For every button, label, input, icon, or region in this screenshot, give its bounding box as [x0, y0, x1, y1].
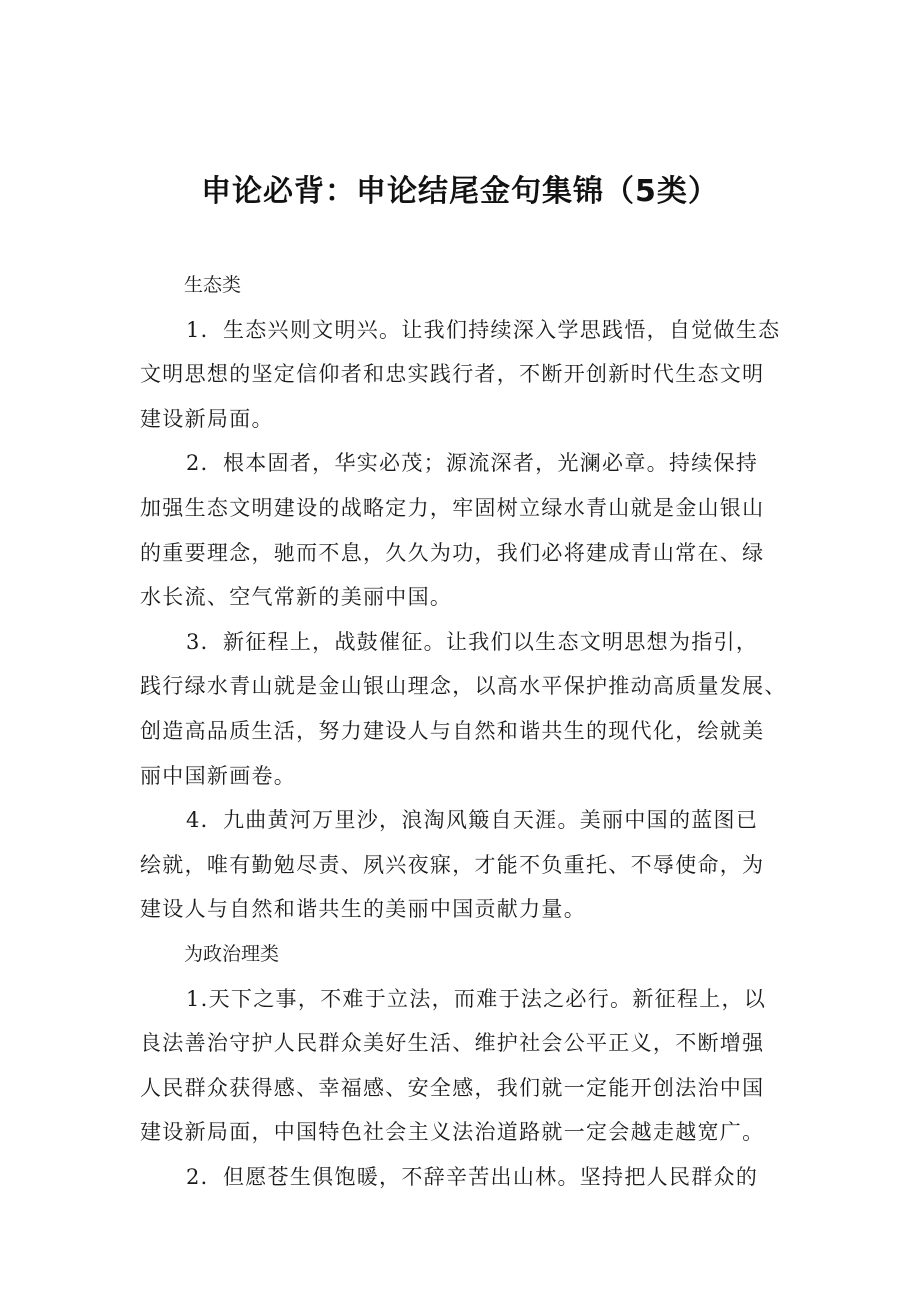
paragraph-line: 建设人与自然和谐共生的美丽中国贡献力量。 [140, 897, 586, 922]
paragraph-line: 2．根本固者，华实必茂；源流深者，光澜必章。持续保持 [186, 451, 759, 476]
paragraph-line: 创造高品质生活，努力建设人与自然和谐共生的现代化，绘就美 [140, 718, 765, 743]
paragraph-line: 的重要理念，驰而不息，久久为功，我们必将建成青山常在、绿 [140, 540, 765, 565]
paragraph-line: 加强生态文明建设的战略定力，牢固树立绿水青山就是金山银山 [140, 495, 765, 520]
paragraph-line: 4．九曲黄河万里沙，浪淘风簸自天涯。美丽中国的蓝图已 [186, 808, 759, 833]
paragraph [140, 798, 812, 932]
paragraph-line: 3．新征程上，战鼓催征。让我们以生态文明思想为指引， [186, 629, 759, 654]
paragraph-line: 绘就，唯有勤勉尽责、夙兴夜寐，才能不负重托、不辱使命，为 [140, 852, 765, 877]
paragraph [140, 308, 812, 442]
paragraph-line: 建设新局面，中国特色社会主义法治道路就一定会越走越宽广。 [140, 1120, 765, 1145]
paragraph-line: 1．生态兴则文明兴。让我们持续深入学思践悟，自觉做生态 [186, 317, 781, 342]
paragraph [140, 977, 812, 1155]
paragraph [140, 441, 812, 619]
paragraph-line: 2．但愿苍生俱饱暖，不辞辛苦出山林。坚持把人民群众的 [186, 1164, 759, 1189]
paragraph-line: 1.天下之事，不难于立法，而难于法之必行。新征程上，以 [186, 986, 767, 1011]
document-title: 申论必背：申论结尾金句集锦（5类） [201, 174, 719, 209]
paragraph-line: 水长流、空气常新的美丽中国。 [140, 585, 453, 610]
paragraph [140, 1155, 812, 1200]
paragraph-line: 良法善治守护人民群众美好生活、维护社会公平正义，不断增强 [140, 1031, 765, 1056]
section-heading-governance: 为政治理类 [184, 942, 280, 965]
paragraph-line: 践行绿水青山就是金山银山理念，以高水平保护推动高质量发展、 [140, 674, 787, 699]
paragraph-line: 人民群众获得感、幸福感、安全感，我们就一定能开创法治中国 [140, 1075, 765, 1100]
document-body [140, 263, 812, 1199]
paragraph-line: 建设新局面。 [140, 406, 274, 431]
section-heading-ecology: 生态类 [184, 274, 242, 296]
paragraph-line: 文明思想的坚定信仰者和忠实践行者，不断开创新时代生态文明 [140, 362, 765, 387]
paragraph-line: 丽中国新画卷。 [140, 763, 297, 788]
paragraph [140, 620, 812, 798]
